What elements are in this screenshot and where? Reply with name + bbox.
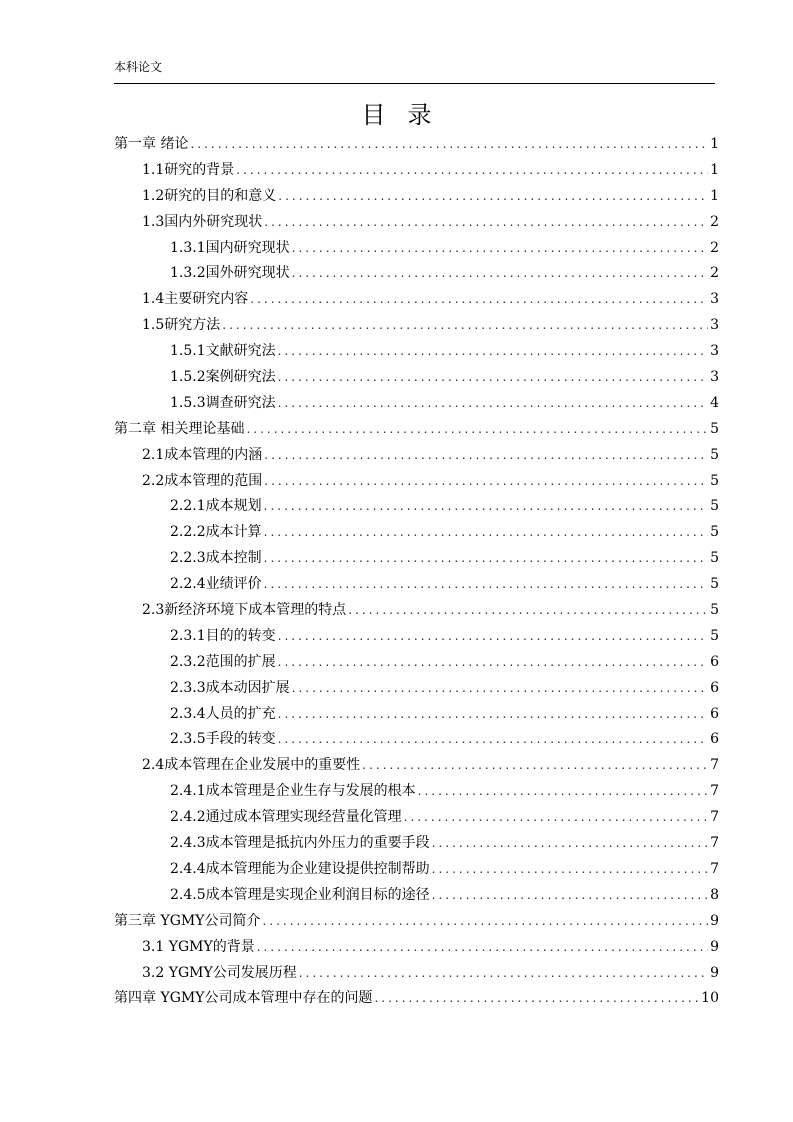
toc-page-number: 1 — [710, 161, 719, 178]
toc-page-number: 7 — [710, 783, 719, 800]
toc-dot-leader — [404, 805, 708, 831]
toc-dot-leader — [264, 469, 708, 495]
toc-entry[interactable] — [114, 443, 719, 469]
toc-dot-leader — [418, 779, 708, 805]
toc-entry-title: 3.2 YGMY公司发展历程 — [142, 964, 297, 981]
toc-dot-leader — [250, 287, 708, 313]
toc-entry[interactable] — [114, 702, 719, 728]
toc-entry[interactable] — [114, 598, 719, 624]
toc-page-number: 5 — [710, 602, 719, 619]
toc-entry-title: 2.4.2通过成本管理实现经营量化管理 — [170, 809, 402, 826]
toc-page-number: 3 — [710, 291, 719, 308]
toc-entry[interactable] — [114, 961, 719, 987]
toc-page-number: 3 — [710, 369, 719, 386]
toc-dot-leader — [262, 909, 708, 935]
toc-entry[interactable] — [114, 935, 719, 961]
toc-page-number: 4 — [710, 394, 719, 411]
toc-dot-leader — [278, 365, 708, 391]
toc-page-number: 5 — [710, 576, 719, 593]
toc-dot-leader — [278, 339, 708, 365]
toc-entry[interactable] — [114, 909, 719, 935]
toc-entry-title: 1.2研究的目的和意义 — [142, 187, 277, 204]
toc-page-number: 2 — [710, 239, 719, 256]
toc-dot-leader — [264, 572, 708, 598]
toc-dot-leader — [374, 986, 699, 1012]
toc-page-number: 5 — [710, 524, 719, 541]
toc-entry[interactable] — [114, 676, 719, 702]
toc-entry-title: 1.5研究方法 — [142, 317, 221, 334]
toc-entry[interactable] — [114, 986, 719, 1012]
toc-page-number: 5 — [710, 420, 719, 437]
toc-page-number: 3 — [710, 343, 719, 360]
header-rule — [114, 83, 715, 84]
toc-entry[interactable] — [114, 520, 719, 546]
toc-page-number: 1 — [710, 187, 719, 204]
toc-dot-leader — [264, 546, 708, 572]
toc-entry-title: 2.4.3成本管理是抵抗内外压力的重要手段 — [170, 835, 430, 852]
toc-entry[interactable] — [114, 650, 719, 676]
toc-dot-leader — [278, 184, 708, 210]
toc-page-number: 6 — [710, 731, 719, 748]
toc-entry[interactable] — [114, 261, 719, 287]
toc-entry-title: 2.4.1成本管理是企业生存与发展的根本 — [170, 783, 416, 800]
toc-dot-leader — [278, 650, 708, 676]
toc-dot-leader — [236, 158, 708, 184]
toc-entry-title: 1.5.3调查研究法 — [170, 394, 276, 411]
toc-entry-title: 2.3.4人员的扩充 — [170, 705, 276, 722]
toc-entry-title: 1.1研究的背景 — [142, 161, 235, 178]
toc-entry[interactable] — [114, 727, 719, 753]
toc-page-number: 10 — [701, 990, 719, 1007]
toc-entry-title: 2.2.4业绩评价 — [170, 576, 262, 593]
toc-dot-leader — [432, 883, 708, 909]
toc-dot-leader — [264, 494, 708, 520]
toc-entry-title: 1.4主要研究内容 — [142, 291, 249, 308]
toc-entry[interactable] — [114, 753, 719, 779]
toc-page-number: 5 — [710, 446, 719, 463]
toc-dot-leader — [292, 236, 708, 262]
toc-page-number: 9 — [710, 964, 719, 981]
toc-entry[interactable] — [114, 417, 719, 443]
table-of-contents — [114, 132, 719, 1012]
toc-page-number: 5 — [710, 627, 719, 644]
toc-entry[interactable] — [114, 831, 719, 857]
toc-dot-leader — [278, 727, 708, 753]
toc-entry-title: 2.2.3成本控制 — [170, 550, 262, 567]
toc-dot-leader — [348, 598, 708, 624]
toc-page-number: 2 — [710, 265, 719, 282]
toc-dot-leader — [222, 313, 708, 339]
toc-entry-title: 第三章 YGMY公司简介 — [114, 912, 261, 929]
toc-entry[interactable] — [114, 572, 719, 598]
toc-entry[interactable] — [114, 805, 719, 831]
toc-page-number: 9 — [710, 938, 719, 955]
toc-entry[interactable] — [114, 313, 719, 339]
toc-page-number: 6 — [710, 679, 719, 696]
toc-entry-title: 2.3.1目的的转变 — [170, 627, 276, 644]
toc-page-number: 5 — [710, 472, 719, 489]
toc-entry-title: 1.3.1国内研究现状 — [170, 239, 290, 256]
toc-dot-leader — [278, 702, 708, 728]
toc-dot-leader — [432, 857, 708, 883]
toc-page-number: 5 — [710, 498, 719, 515]
toc-entry-title: 2.4.5成本管理是实现企业利润目标的途径 — [170, 886, 430, 903]
toc-entry[interactable] — [114, 546, 719, 572]
toc-page-number: 7 — [710, 757, 719, 774]
running-header: 本科论文 — [114, 60, 163, 74]
toc-entry[interactable] — [114, 779, 719, 805]
toc-entry-title: 第二章 相关理论基础 — [114, 420, 245, 437]
toc-dot-leader — [190, 132, 708, 158]
toc-entry[interactable] — [114, 494, 719, 520]
toc-entry[interactable] — [114, 339, 719, 365]
toc-dot-leader — [278, 391, 708, 417]
toc-entry[interactable] — [114, 210, 719, 236]
toc-page-number: 6 — [710, 705, 719, 722]
toc-dot-leader — [264, 443, 708, 469]
toc-page-number: 3 — [710, 317, 719, 334]
toc-page-number: 7 — [710, 860, 719, 877]
toc-entry-title: 2.3.3成本动因扩展 — [170, 679, 290, 696]
toc-entry-title: 2.2.1成本规划 — [170, 498, 262, 515]
toc-dot-leader — [292, 676, 708, 702]
toc-page-number: 7 — [710, 835, 719, 852]
toc-page-number: 8 — [710, 886, 719, 903]
toc-entry[interactable] — [114, 184, 719, 210]
toc-dot-leader — [292, 261, 708, 287]
toc-page-number: 5 — [710, 550, 719, 567]
toc-entry-title: 2.4.4成本管理能为企业建设提供控制帮助 — [170, 860, 430, 877]
toc-entry[interactable] — [114, 365, 719, 391]
toc-dot-leader — [246, 417, 708, 443]
toc-title: 目录 — [361, 101, 454, 129]
toc-dot-leader — [299, 961, 708, 987]
toc-entry[interactable] — [114, 469, 719, 495]
toc-entry[interactable] — [114, 624, 719, 650]
toc-dot-leader — [362, 753, 708, 779]
toc-page-number: 6 — [710, 653, 719, 670]
toc-page-number: 9 — [710, 912, 719, 929]
toc-entry-title: 3.1 YGMY的背景 — [142, 938, 255, 955]
toc-dot-leader — [264, 210, 708, 236]
toc-entry[interactable] — [114, 391, 719, 417]
toc-entry-title: 2.4成本管理在企业发展中的重要性 — [142, 757, 361, 774]
toc-entry-title: 第四章 YGMY公司成本管理中存在的问题 — [114, 990, 373, 1007]
toc-entry-title: 1.3国内外研究现状 — [142, 213, 263, 230]
toc-entry-title: 2.3新经济环境下成本管理的特点 — [142, 602, 347, 619]
toc-entry-title: 2.3.2范围的扩展 — [170, 653, 276, 670]
toc-entry-title: 1.5.2案例研究法 — [170, 369, 276, 386]
toc-entry-title: 2.2.2成本计算 — [170, 524, 262, 541]
toc-entry-title: 2.1成本管理的内涵 — [142, 446, 263, 463]
toc-entry[interactable] — [114, 158, 719, 184]
toc-entry[interactable] — [114, 883, 719, 909]
toc-entry-title: 2.3.5手段的转变 — [170, 731, 276, 748]
toc-dot-leader — [264, 520, 708, 546]
toc-page-number: 7 — [710, 809, 719, 826]
toc-page-number: 2 — [710, 213, 719, 230]
toc-entry-title: 第一章 绪论 — [114, 136, 189, 152]
toc-dot-leader — [432, 831, 708, 857]
toc-entry[interactable] — [114, 236, 719, 262]
toc-entry-title: 1.5.1文献研究法 — [170, 343, 276, 360]
toc-entry-title: 2.2成本管理的范围 — [142, 472, 263, 489]
toc-page-number: 1 — [710, 136, 719, 152]
toc-dot-leader — [257, 935, 708, 961]
toc-entry[interactable] — [114, 287, 719, 313]
toc-entry[interactable] — [114, 132, 719, 158]
toc-dot-leader — [278, 624, 708, 650]
toc-entry-title: 1.3.2国外研究现状 — [170, 265, 290, 282]
toc-entry[interactable] — [114, 857, 719, 883]
